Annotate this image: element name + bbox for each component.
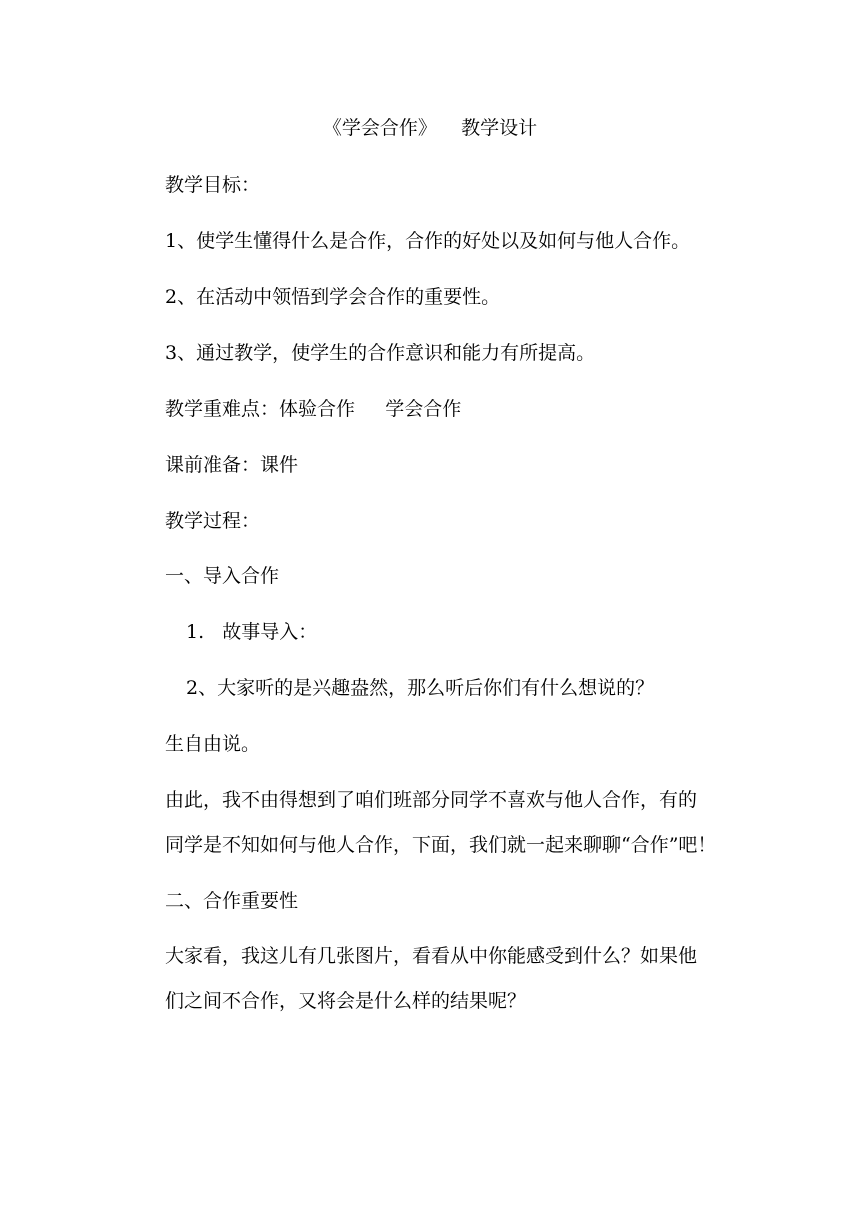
transition-paragraph-line-1: 由此，我不由得想到了咱们班部分同学不喜欢与他人合作，有的 bbox=[165, 789, 698, 811]
objective-3: 3、通过教学，使学生的合作意识和能力有所提高。 bbox=[165, 342, 596, 364]
objectives-heading: 教学目标： bbox=[165, 174, 261, 196]
key-points: 教学重难点：体验合作 学会合作 bbox=[165, 398, 462, 420]
objective-1: 1、使学生懂得什么是合作，合作的好处以及如何与他人合作。 bbox=[165, 230, 691, 252]
pictures-paragraph-line-1: 大家看，我这儿有几张图片，看看从中你能感受到什么？如果他 bbox=[165, 945, 698, 967]
objective-2: 2、在活动中领悟到学会合作的重要性。 bbox=[165, 286, 501, 308]
student-response: 生自由说。 bbox=[165, 733, 261, 755]
process-heading: 教学过程： bbox=[165, 510, 261, 532]
document-title: 《学会合作》 教学设计 bbox=[322, 117, 538, 139]
transition-paragraph-line-2: 同学是不知如何与他人合作，下面，我们就一起来聊聊“合作”吧！ bbox=[165, 834, 717, 856]
section-1-heading: 一、导入合作 bbox=[165, 565, 280, 587]
preparation: 课前准备：课件 bbox=[165, 454, 299, 476]
section-2-heading: 二、合作重要性 bbox=[165, 890, 299, 912]
step-2: 2、大家听的是兴趣盎然，那么听后你们有什么想说的？ bbox=[186, 677, 655, 699]
pictures-paragraph-line-2: 们之间不合作，又将会是什么样的结果呢？ bbox=[165, 990, 527, 1012]
step-1: 1. 故事导入： bbox=[186, 621, 318, 643]
